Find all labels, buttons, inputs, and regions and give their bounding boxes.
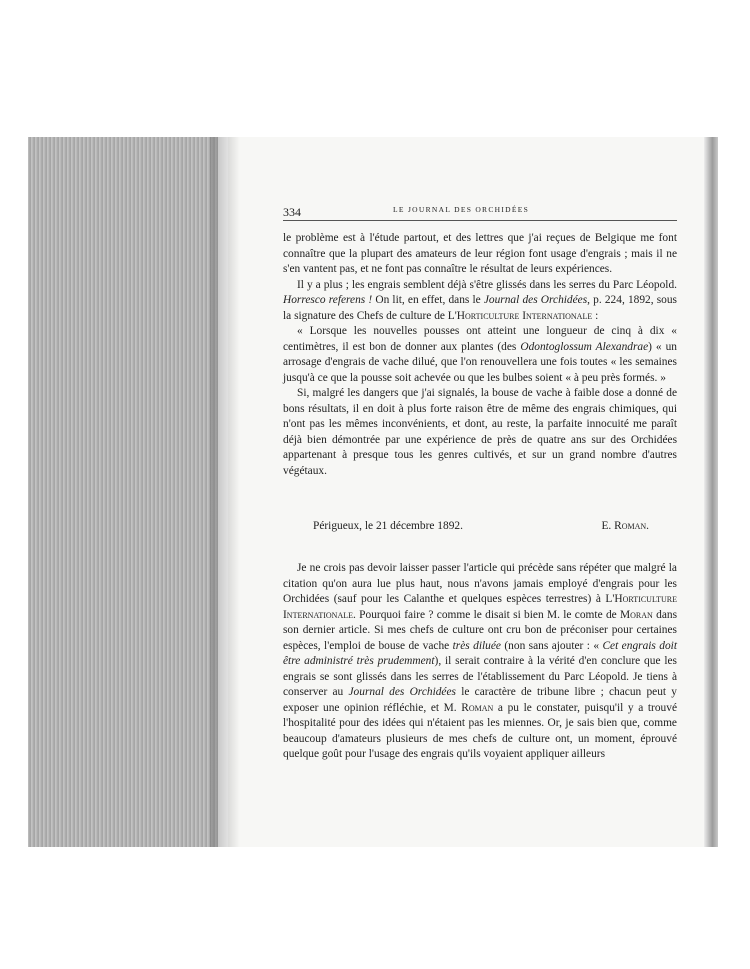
block-quote: « Lorsque les nouvelles pousses ont atteint une longueur de cinq à dix « centimètres, il est bon de donner aux plantes (des Odontoglossum Alexandrae) « un arrosage d'engrais de vache dilué, que l'on renouvellera une fois toutes « les semaines jusqu'à ce que la pousse soit achevée ou que les bulbes soient « à peu près formés. » xyxy=(283,325,677,384)
signature-line xyxy=(283,520,677,536)
header-rule xyxy=(283,220,677,221)
signature-place-date: Périgueux, le 21 décembre 1892. xyxy=(313,520,463,532)
gutter-shadow xyxy=(210,137,240,847)
paragraph-2: Il y a plus ; les engrais semblent déjà s'être glissés dans les serres du Parc Léopold. Horresco referens ! On lit, en effet, dans le Journal des Orchidées, p. 224, 1892, sous la signature des Chefs de culture de L'Horticulture Internationale : xyxy=(283,278,677,322)
book-spine-edges xyxy=(28,137,218,847)
running-head: LE JOURNAL DES ORCHIDÉES xyxy=(393,205,530,214)
signature-author: E. Roman. xyxy=(601,520,649,532)
body-text-lower xyxy=(283,561,677,763)
page-right-edge xyxy=(704,137,718,847)
page-number: 334 xyxy=(283,205,301,219)
paragraph-3: Si, malgré les dangers que j'ai signalés, la bouse de vache à faible dose a donné de bons résultats, il en doit à plus forte raison être de même des engrais chimiques, qui n'ont pas les mêmes inconvénients, et dont, au reste, la parfaite innocuité me paraît déjà bien démontrée par une expérience de près de quatre ans sur des Orchidées appartenant à presque tous les genres cultivés, et sur un grand nombre d'autres végétaux. xyxy=(283,387,677,477)
body-text-upper xyxy=(283,231,677,479)
page-header xyxy=(283,203,678,219)
paragraph-1: le problème est à l'étude partout, et des lettres que j'ai reçues de Belgique me font connaître que la plupart des amateurs de leur région font usage d'engrais ; mais il ne s'en vantent pas, et ne font pas connaître le résultat de leurs expériences. xyxy=(283,232,677,275)
paragraph-4: Je ne crois pas devoir laisser passer l'article qui précède sans répéter que malgré la citation qu'on aura lue plus haut, nous n'avons jamais employé d'engrais pour les Orchidées (sauf pour les Calanthe et quelques espèces terrestres) à L'Horticulture Internationale. Pourquoi faire ? comme le disait si bien M. le comte de Moran dans son dernier article. Si mes chefs de culture ont cru bon de préconiser pour certaines espèces, l'emploi de bouse de vache très diluée (non sans ajouter : « Cet engrais doit être administré très prudemment), il serait contraire à la vérité d'en conclure que les engrais se sont glissés dans les serres de l'établissement du Parc Léopold. Je tiens à conserver au Journal des Orchidées le caractère de tribune libre ; chacun peut y exposer une opinion réfléchie, et M. Roman a pu le constater, puisqu'il y a trouvé l'hospitalité pour des idées qui n'étaient pas les miennes. Or, je sais bien que, comme beaucoup d'amateurs plusieurs de mes chefs de culture ont, un moment, éprouvé quelque goût pour l'usage des engrais qu'ils voyaient appliquer ailleurs xyxy=(283,562,678,760)
